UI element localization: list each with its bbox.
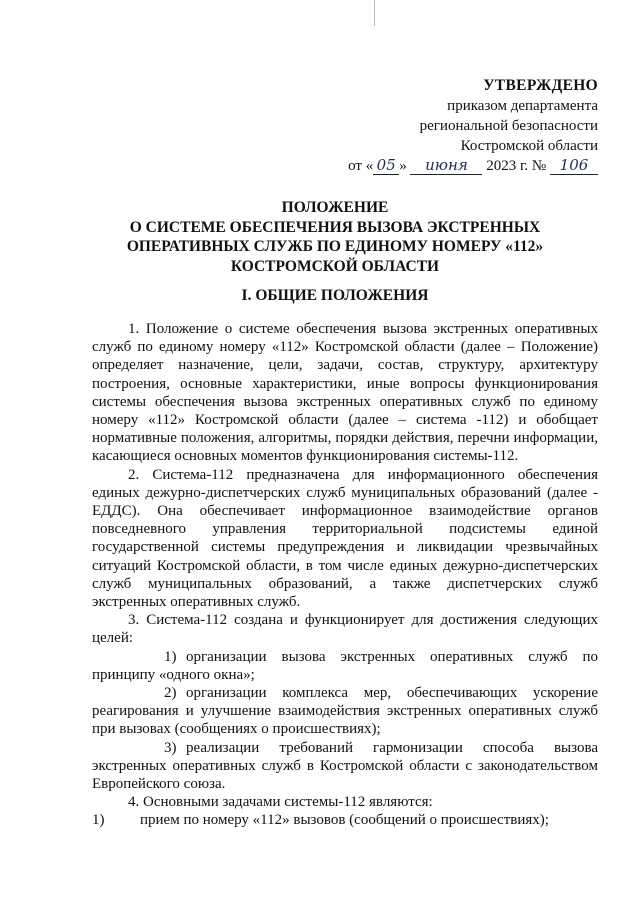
title-line-1: ПОЛОЖЕНИЕ: [281, 199, 389, 216]
handwritten-order-number: 106: [550, 157, 598, 175]
date-prefix: от «: [348, 158, 374, 174]
paragraph-3: 3. Система-112 создана и функционирует для достижения следующих целей:: [92, 612, 598, 647]
approval-date-line: [348, 156, 598, 176]
list-item: [92, 739, 598, 794]
paragraph-1: 1. Положение о системе обеспечения вызова экстренных оперативных служб по единому номеру «112» Костромской области (далее – Положение) определяет назначение, цели, задачи, состав, структуру, архитектуру построения, основные характеристики, иные вопросы функционирования системы обеспечения вызова экстренных оперативных служб по единому номеру «112» Костромской области (далее – система -112) и обобщает нормативные положения, алгоритмы, порядки действия, перечни информации, касающиеся основных моментов функционирования системы-112.: [92, 321, 598, 465]
approval-line-1: приказом департамента: [447, 98, 598, 114]
list-item-text: реализации требований гармонизации способа вызова экстренных оперативных служб в Костромской области с законодательством Европейского союза.: [92, 739, 598, 793]
list-item-number: 3): [164, 739, 177, 756]
document-body: [92, 320, 598, 830]
approval-block: [348, 76, 598, 176]
approval-line-3: Костромской области: [460, 138, 598, 154]
page-fold-mark: [374, 0, 375, 26]
list-item: [92, 811, 598, 829]
paragraph-4: 4. Основными задачами системы-112 являются:: [128, 794, 433, 811]
section-title: I. ОБЩИЕ ПОЛОЖЕНИЯ: [241, 287, 429, 304]
list-item-number: 2): [164, 685, 177, 702]
approval-heading: УТВЕРЖДЕНО: [483, 77, 598, 94]
handwritten-day: 05: [373, 157, 399, 175]
date-year: 2023 г. №: [486, 158, 547, 174]
list-item-text: организации вызова экстренных оперативных служб по принципу «одного окна»;: [92, 648, 598, 683]
approval-line-2: региональной безопасности: [419, 118, 598, 134]
title-line-3: ОПЕРАТИВНЫХ СЛУЖБ ПО ЕДИНОМУ НОМЕРУ «112»: [126, 238, 544, 255]
list-item: [92, 684, 598, 739]
title-line-2: О СИСТЕМЕ ОБЕСПЕЧЕНИЯ ВЫЗОВА ЭКСТРЕННЫХ: [129, 218, 541, 236]
list-item-text: прием по номеру «112» вызовов (сообщений о происшествиях);: [140, 812, 549, 829]
list-item-number: 1): [92, 812, 105, 829]
document-title: [80, 198, 590, 276]
paragraph-2: 2. Система-112 предназначена для информационного обеспечения единых дежурно-диспетчерских служб муниципальных образований (далее - ЕДДС). Она обеспечивает информационное взаимодействие органов повседневного управления территориальной подсистемы единой государственной системы предупреждения и ликвидации чрезвычайных ситуаций Костромской области, в том числе единых дежурно-диспетчерских служб муниципальных образований, а также диспетчерских служб экстренных оперативных служб.: [92, 466, 598, 611]
title-line-4: КОСТРОМСКОЙ ОБЛАСТИ: [230, 257, 440, 275]
list-item: [92, 648, 598, 684]
list-item-text: организации комплекса мер, обеспечивающих ускорение реагирования и улучшение взаимодействия экстренных оперативных служб при вызовах (сообщениях о происшествиях);: [92, 685, 598, 738]
date-mid: »: [399, 158, 407, 174]
handwritten-month: июня: [410, 157, 482, 175]
list-item-number: 1): [164, 648, 177, 665]
